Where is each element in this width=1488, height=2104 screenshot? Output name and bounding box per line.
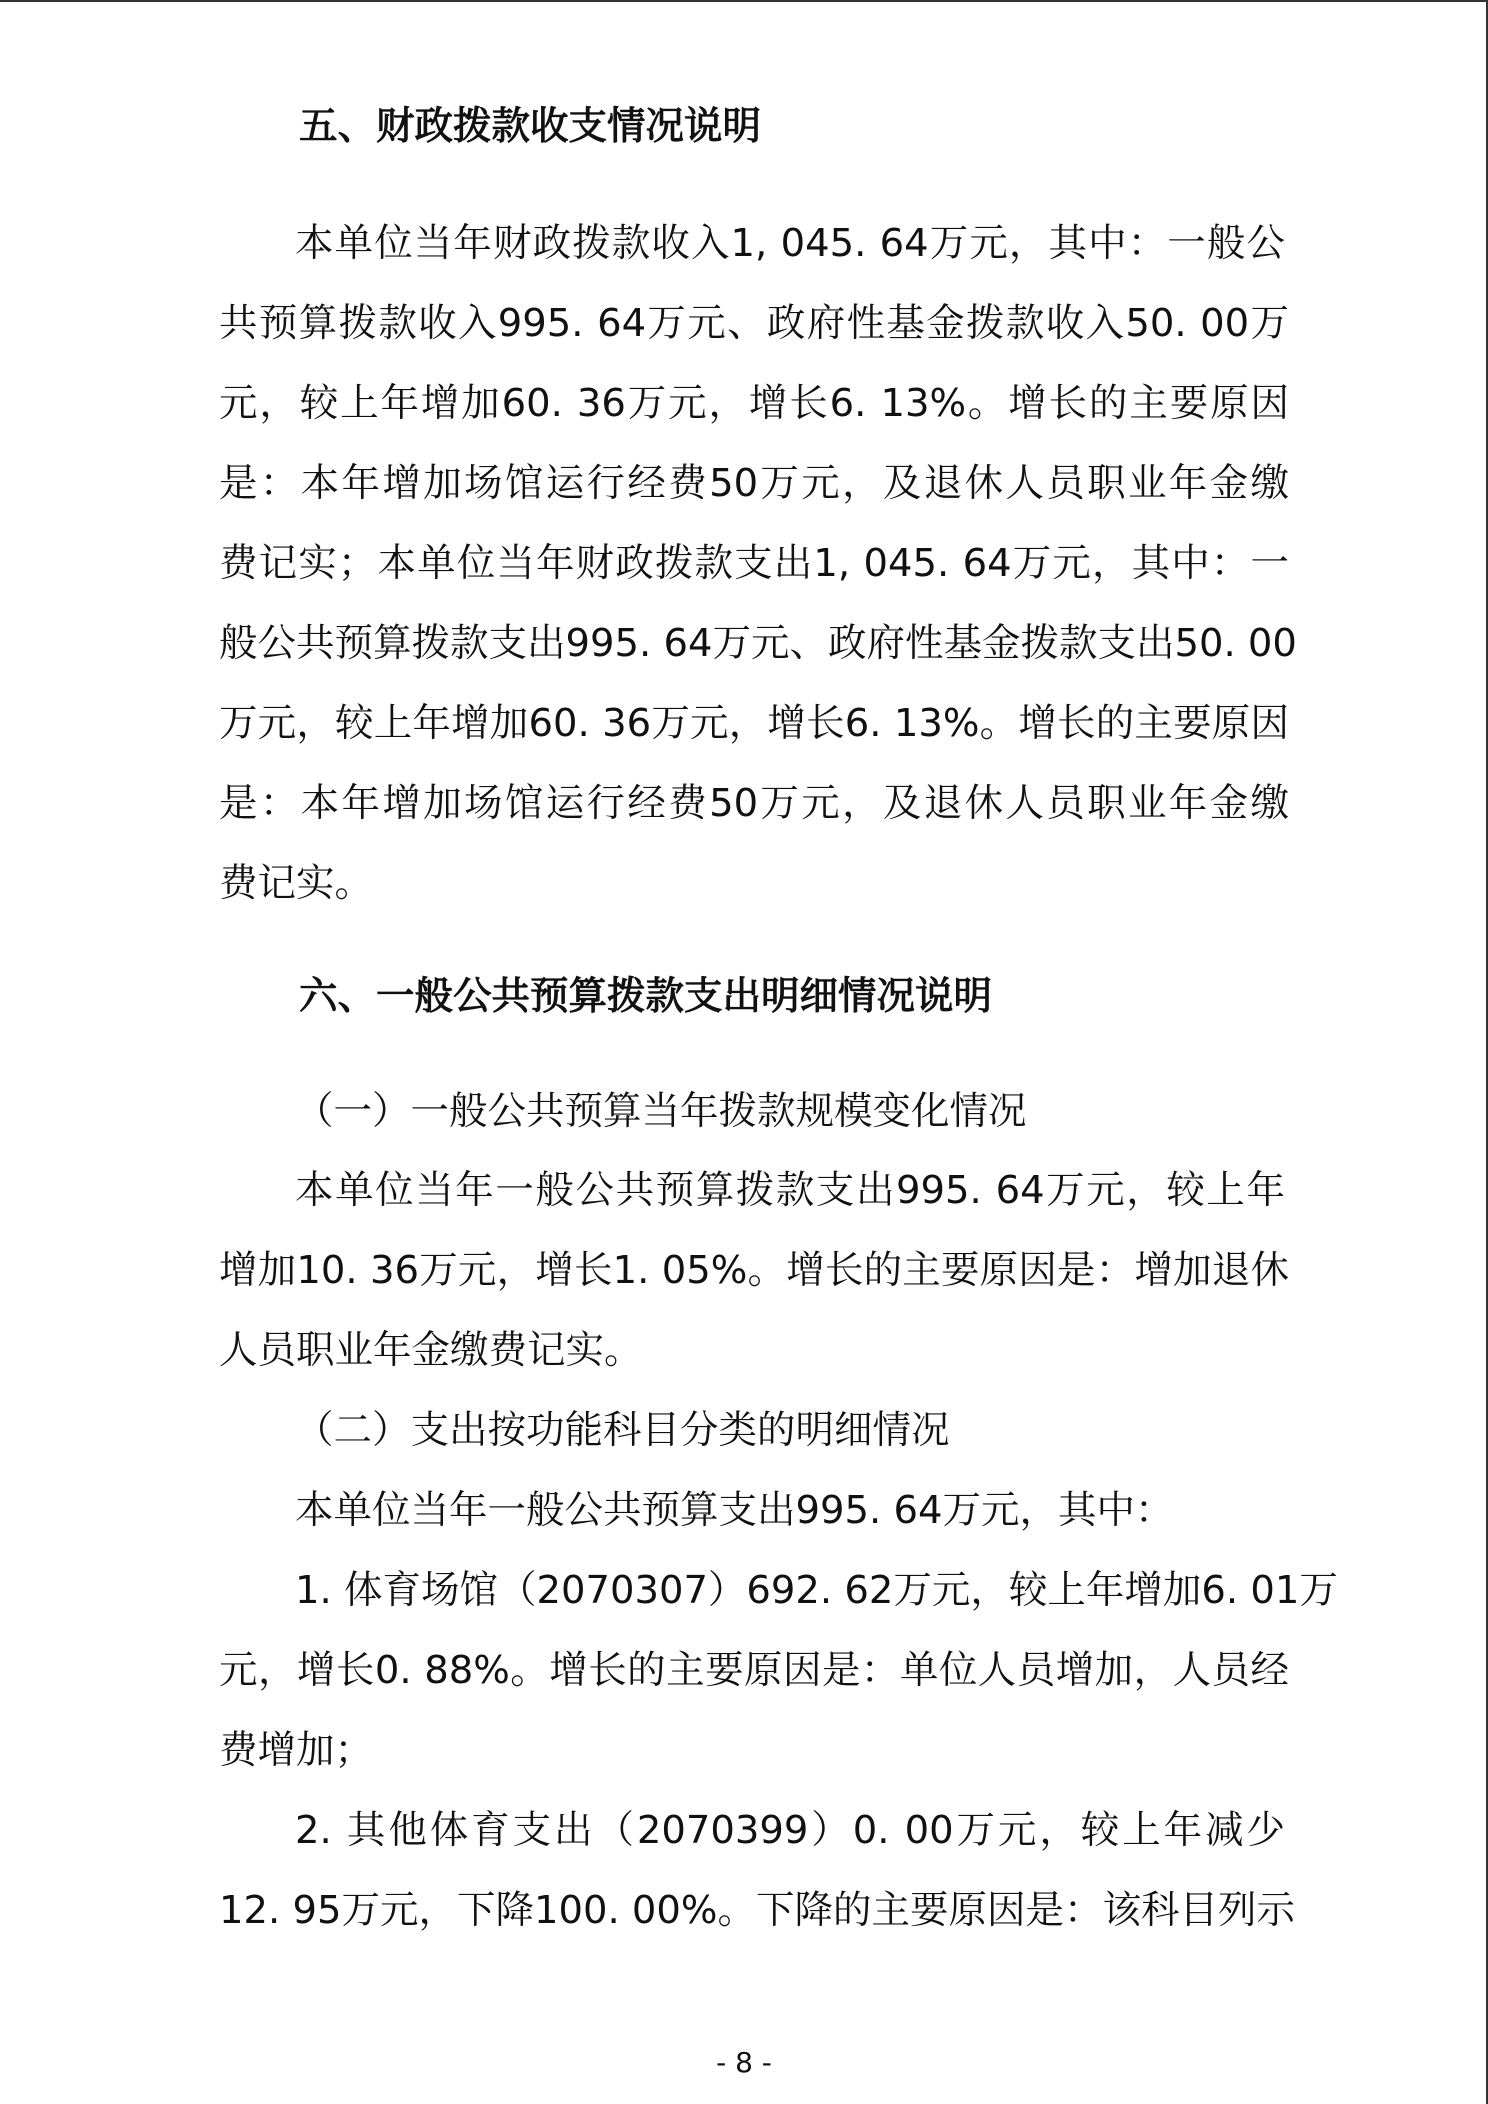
paragraph-line: 元，增长0. 88%。增长的主要原因是：单位人员增加，人员经 — [219, 1648, 1289, 1693]
paragraph-line: 是：本年增加场馆运行经费50万元，及退休人员职业年金缴 — [219, 781, 1289, 826]
paragraph-line: 共预算拨款收入995. 64万元、政府性基金拨款收入50. 00万 — [219, 301, 1289, 346]
paragraph-line: 1. 体育场馆（2070307）692. 62万元，较上年增加6. 01万 — [295, 1568, 1338, 1613]
paragraph-line: 人员职业年金缴费记实。 — [219, 1328, 643, 1373]
paragraph-line: 12. 95万元，下降100. 00%。下降的主要原因是：该科目列示 — [219, 1888, 1295, 1933]
paragraph-line: 费记实。 — [219, 861, 374, 906]
paragraph-line: 2. 其他体育支出（2070399）0. 00万元，较上年减少 — [295, 1808, 1285, 1853]
subheading-2: （二）支出按功能科目分类的明细情况 — [295, 1408, 950, 1453]
paragraph-line: 增加10. 36万元，增长1. 05%。增长的主要原因是：增加退休 — [219, 1248, 1289, 1293]
subheading-1: （一）一般公共预算当年拨款规模变化情况 — [295, 1089, 1027, 1134]
paragraph-line: 是：本年增加场馆运行经费50万元，及退休人员职业年金缴 — [219, 461, 1289, 506]
page-number: - 8 - — [716, 2046, 772, 2079]
paragraph-line: 费记实；本单位当年财政拨款支出1, 045. 64万元，其中：一 — [219, 541, 1289, 586]
section-heading-6: 六、一般公共预算拨款支出明细情况说明 — [299, 974, 993, 1019]
paragraph-line: 本单位当年财政拨款收入1, 045. 64万元，其中：一般公 — [295, 221, 1285, 266]
section-heading-5: 五、财政拨款收支情况说明 — [299, 104, 762, 149]
paragraph-line: 元，较上年增加60. 36万元，增长6. 13%。增长的主要原因 — [219, 381, 1289, 426]
paragraph-line: 本单位当年一般公共预算支出995. 64万元，其中： — [295, 1488, 1174, 1533]
paragraph-line: 万元，较上年增加60. 36万元，增长6. 13%。增长的主要原因 — [219, 701, 1289, 746]
paragraph-line: 费增加； — [219, 1728, 374, 1773]
paragraph-line: 本单位当年一般公共预算拨款支出995. 64万元，较上年 — [295, 1168, 1285, 1213]
paragraph-line: 般公共预算拨款支出995. 64万元、政府性基金拨款支出50. 00 — [219, 621, 1297, 666]
